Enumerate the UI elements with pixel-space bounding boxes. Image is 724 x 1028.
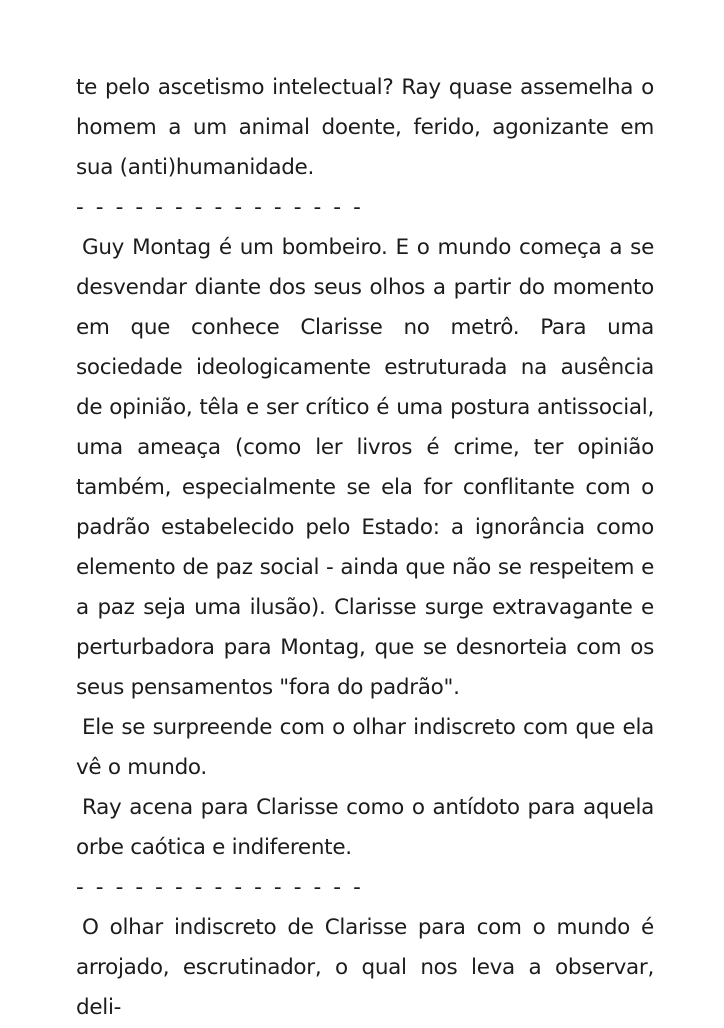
section-separator: - - - - - - - - - - - - - - - xyxy=(76,195,364,220)
document-page xyxy=(76,68,654,1028)
paragraph-montag: Guy Montag é um bombeiro. E o mundo começa a se desvendar diante dos seus olhos a partir do momento em que conhece Clarisse no metrô. Para uma sociedade ideologicamente estruturada na ausência de opinião, têla e ser crítico é uma postura antissocial, uma ameaça (como ler livros é crime, ter opinião também, especialmente se ela for conflitante com o padrão estabelecido pelo Estado: a ignorância como elemento de paz social - ainda que não se respeitem e a paz seja uma ilusão). Clarisse surge extravagante e perturbadora para Montag, que se desnorteia com os seus pensamentos "fora do padrão". xyxy=(76,235,654,700)
paragraph-clarisse-gaze: O olhar indiscreto de Clarisse para com o mundo é arrojado, escrutinador, o qual nos leva a observar, deli- xyxy=(76,915,654,1020)
paragraph-surprise: Ele se surpreende com o olhar indiscreto com que ela vê o mundo. xyxy=(76,715,654,780)
paragraph-antidote: Ray acena para Clarisse como o antídoto para aquela orbe caótica e indiferente. xyxy=(76,795,654,860)
section-separator: - - - - - - - - - - - - - - - xyxy=(76,875,364,900)
paragraph-intro: te pelo ascetismo intelectual? Ray quase assemelha o homem a um animal doente, ferido, agonizante em sua (anti)humanidade. xyxy=(76,75,654,180)
